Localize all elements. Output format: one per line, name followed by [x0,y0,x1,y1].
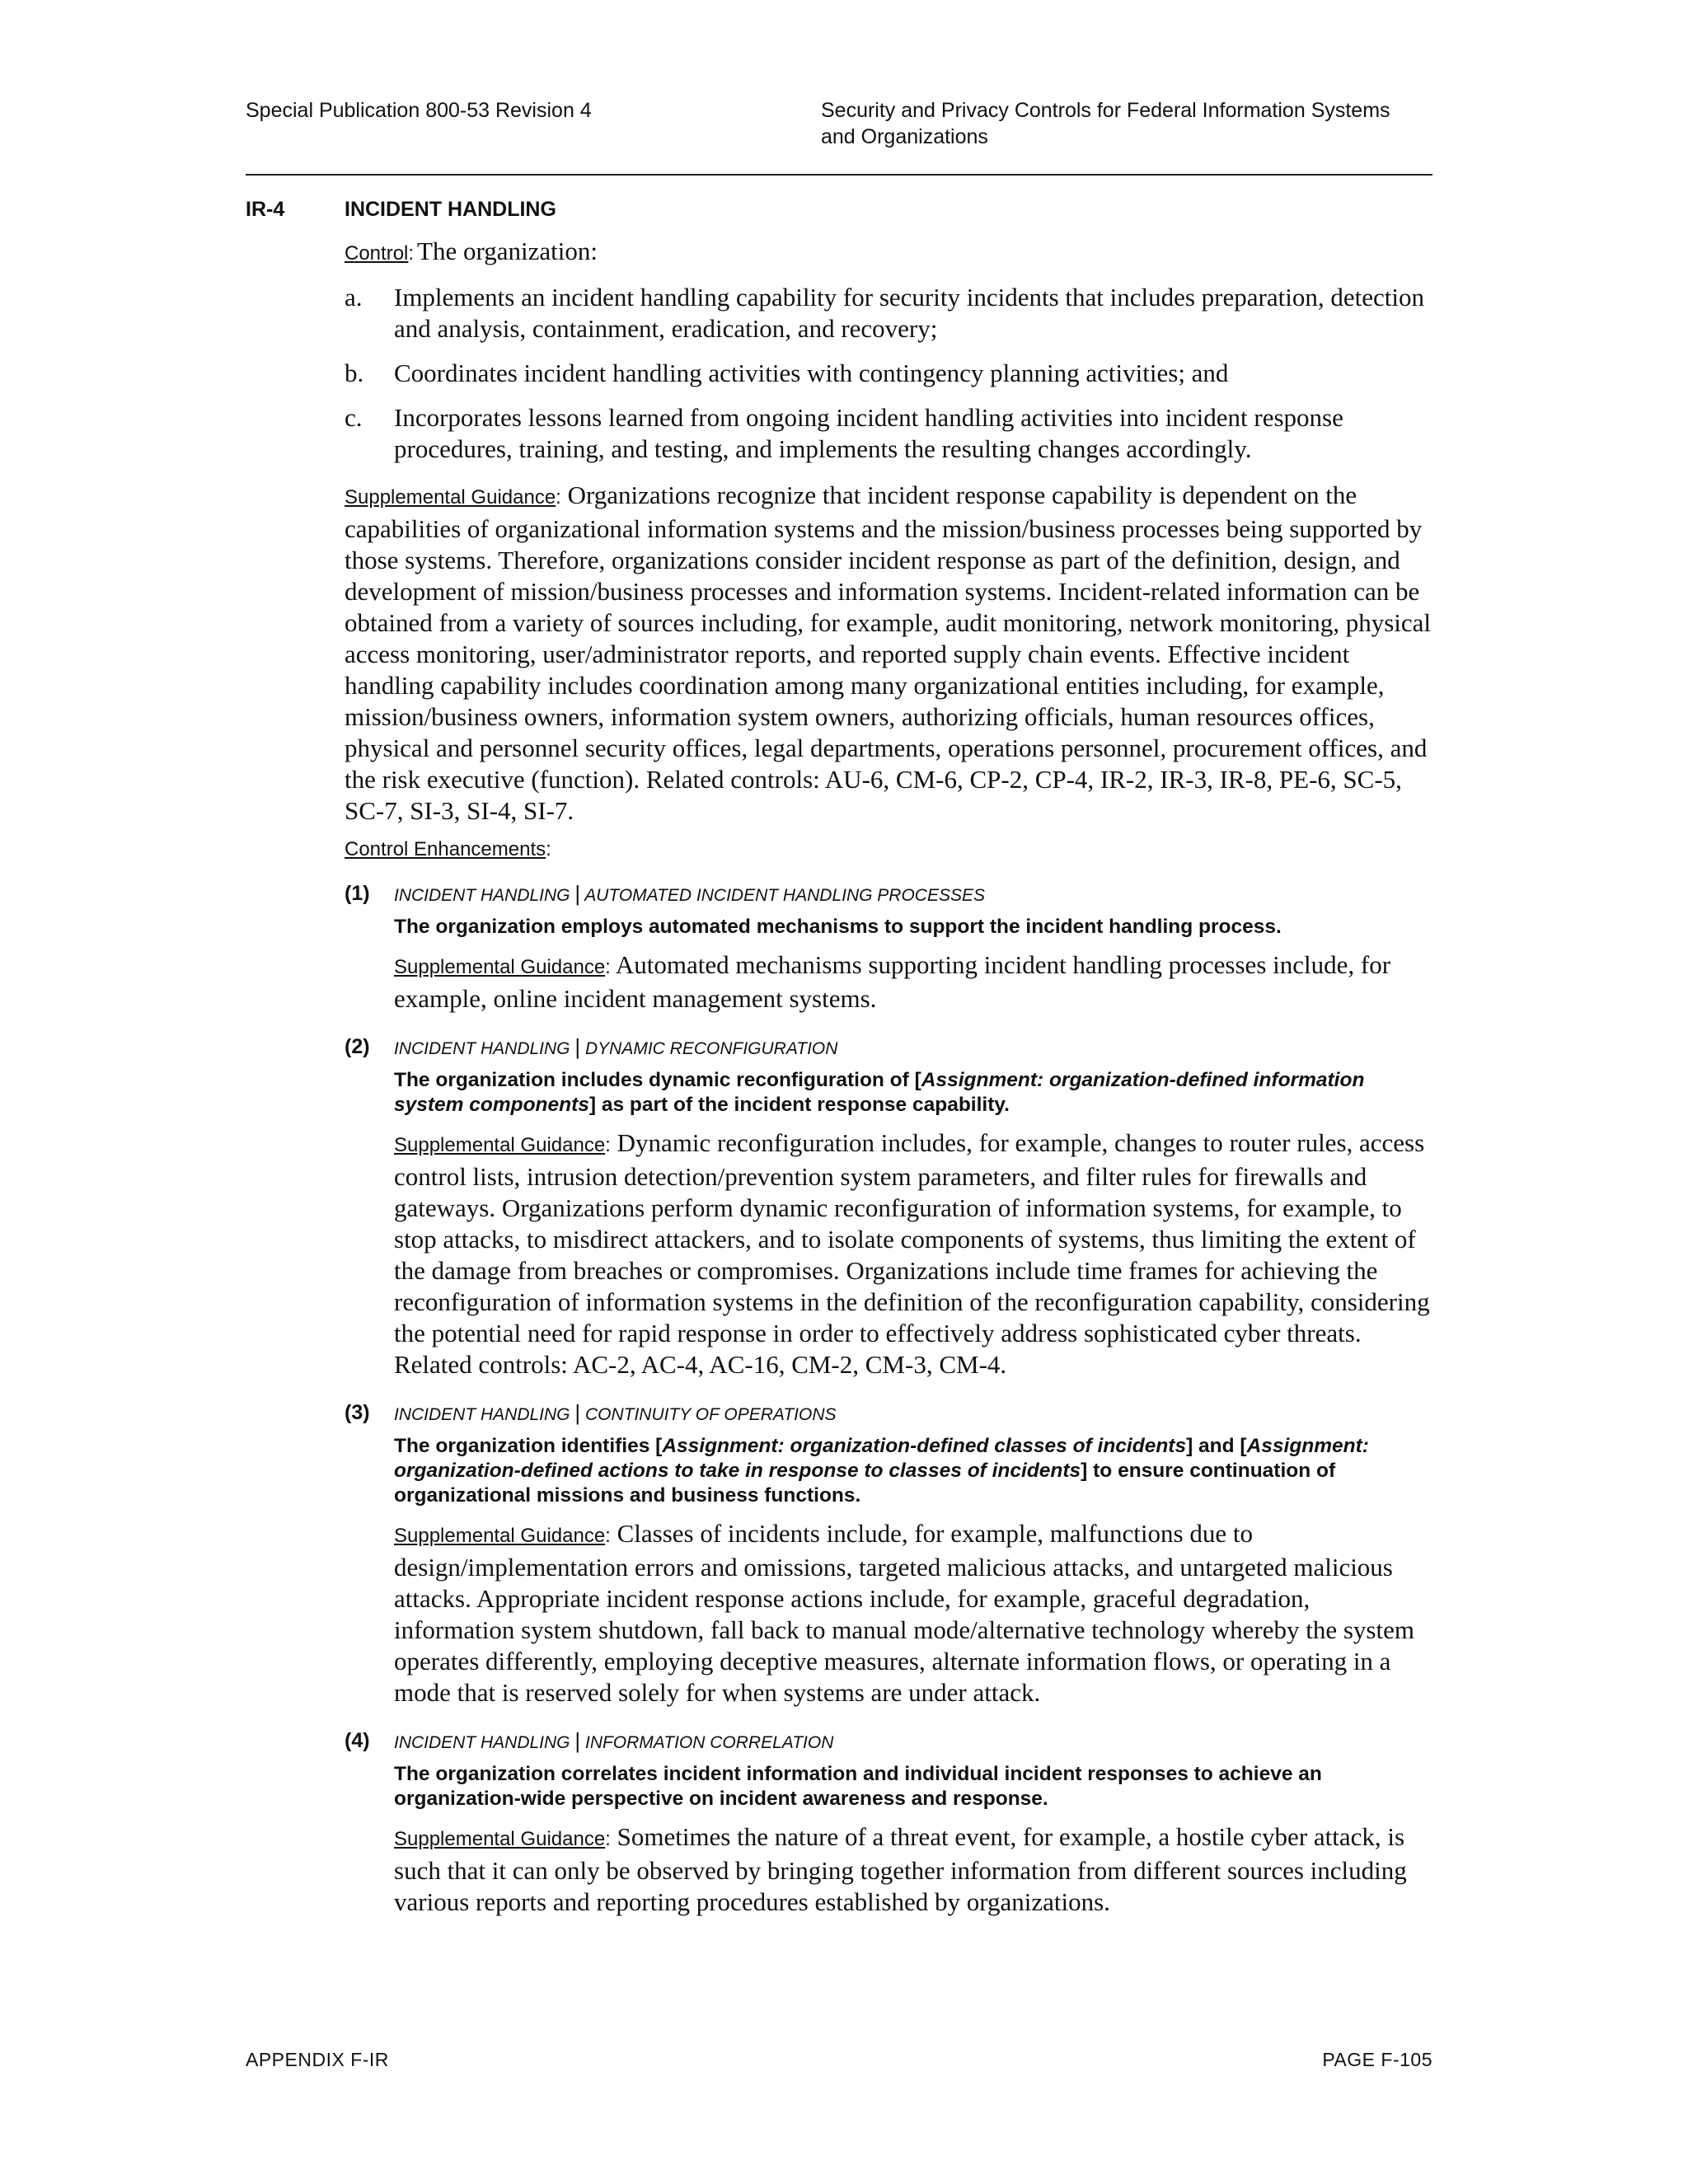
enhancement-guidance: Supplemental Guidance: Classes of incidents include, for example, malfunctions due to design/implementation errors and omissions, targeted malicious attacks, and untargeted malicious attacks. Appropriate incident response actions include, for example, graceful degradation, information system shutdown, fall back to manual mode/alternative technology whereby the system operates differently, employing deceptive measures, alternate information flows, or operating in a mode that is reserved solely for when systems are under attack. [394,1519,1414,1707]
enhancement-number: (4) [345,1729,370,1752]
enhancement-content [394,1727,1434,1918]
item-marker: c. [345,403,363,432]
enhancement-statement: The organization includes dynamic reconfiguration of [Assignment: organization-defined information system components] as part of the incident response capability. [394,1069,1365,1116]
control-body [345,236,1434,1936]
enhancement-title: INCIDENT HANDLING | INFORMATION CORRELATION [394,1728,834,1753]
enhancement-guidance: Supplemental Guidance: Automated mechanisms supporting incident handling processes include, for example, online incident management systems. [394,950,1391,1013]
control-name: INCIDENT HANDLING [345,198,556,221]
footer-page-number: PAGE F-105 [1322,2049,1432,2070]
header-title-line2: and Organizations [821,125,988,148]
item-marker: b. [345,359,364,387]
enhancement-guidance: Supplemental Guidance: Sometimes the nature of a threat event, for example, a hostile cyber attack, is such that it can only be observed by bringing together information from different sources including various reports and reporting procedures established by organizations. [394,1822,1407,1916]
item-marker: a. [345,283,363,312]
enhancements-label: Control Enhancements [345,838,546,860]
enhancement-content [394,1399,1434,1708]
control-intro: The organization: [417,237,598,265]
control-item [345,358,1434,389]
control-label: Control [345,242,409,265]
header-title-line1: Security and Privacy Controls for Federal Information Systems [821,99,1390,122]
enhancement-number: (2) [345,1035,370,1058]
enhancement-title: INCIDENT HANDLING | DYNAMIC RECONFIGURATION [394,1034,838,1059]
item-text: Implements an incident handling capability for security incidents that includes preparation, detection and analysis, containment, eradication, and recovery; [394,283,1424,343]
enhancements-heading: Control Enhancements: [345,838,551,860]
enhancement-2 [345,1033,1434,1380]
enhancement-1 [345,879,1434,1015]
control-items [345,282,1434,465]
control-id: IR-4 [246,198,285,221]
item-text: Coordinates incident handling activities with contingency planning activities; and [394,359,1229,387]
header-publication: Special Publication 800-53 Revision 4 [246,99,592,122]
enhancement-statement: The organization identifies [Assignment: organization-defined classes of incidents] and [Assignment: organization-defined actions to take in response to classes of incidents] to ensure continuation of organizational missions and business functions. [394,1435,1369,1507]
control-statement: Control: The organization: [345,237,598,265]
enhancement-3 [345,1399,1434,1708]
control-item [345,402,1434,465]
enhancement-title: INCIDENT HANDLING | CONTINUITY OF OPERATIONS [394,1400,837,1425]
enhancement-statement: The organization correlates incident information and individual incident responses to achieve an organization-wide perspective on incident awareness and response. [394,1763,1322,1810]
header-divider [246,174,1432,176]
supplemental-guidance: Supplemental Guidance: Organizations recognize that incident response capability is dependent on the capabilities of organizational information systems and the mission/business processes being supported by those systems. Therefore, organizations consider incident response as part of the definition, design, and development of mission/business processes and information systems. Incident-related information can be obtained from a variety of sources including, for example, audit monitoring, network monitoring, physical access monitoring, user/administrator reports, and reported supply chain events. Effective incident handling capability includes coordination among many organizational entities including, for example, mission/business owners, information system owners, authorizing officials, human resources offices, physical and personnel security offices, legal departments, operations personnel, procurement offices, and the risk executive (function). Related controls: AU-6, CM-6, CP-2, CP-4, IR-2, IR-3, IR-8, PE-6, SC-5, SC-7, SI-3, SI-4, SI-7. [345,480,1432,825]
supplemental-label: Supplemental Guidance [345,486,556,509]
enhancement-content [394,879,1434,1015]
enhancement-content [394,1033,1434,1380]
control-item [345,282,1434,344]
supplemental-text: Organizations recognize that incident response capability is dependent on the capabilities of organizational information systems and the mission/business processes being supported by those systems. Therefore, organizations consider incident response as part of the definition, design, and development of mission/business processes and information systems. Incident-related information can be obtained from a variety of sources including, for example, audit monitoring, network monitoring, physical access monitoring, user/administrator reports, and reported supply chain events. Effective incident handling capability includes coordination among many organizational entities including, for example, mission/business owners, information system owners, authorizing officials, human resources offices, physical and personnel security offices, legal departments, operations personnel, procurement offices, and the risk executive (function). Related controls: AU-6, CM-6, CP-2, CP-4, IR-2, IR-3, IR-8, PE-6, SC-5, SC-7, SI-3, SI-4, SI-7. [345,480,1432,825]
enhancement-number: (1) [345,882,370,905]
header-title [821,97,1447,150]
enhancement-guidance: Supplemental Guidance: Dynamic reconfiguration includes, for example, changes to router rules, access control lists, intrusion detection/prevention system parameters, and filter rules for firewalls and gateways. Organizations perform dynamic reconfiguration of information systems, for example, to stop attacks, to misdirect attackers, and to isolate components of systems, thus limiting the extent of the damage from breaches or compromises. Organizations include time frames for achieving the reconfiguration of information systems in the definition of the reconfiguration capability, considering the potential need for rapid response in order to effectively address sophisticated cyber threats. Related controls: AC-2, AC-4, AC-16, CM-2, CM-3, CM-4. [394,1128,1430,1379]
enhancement-4 [345,1727,1434,1918]
enhancement-title: INCIDENT HANDLING | AUTOMATED INCIDENT HANDLING PROCESSES [394,881,985,906]
footer-appendix: APPENDIX F-IR [246,2049,389,2070]
enhancement-number: (3) [345,1401,370,1424]
enhancement-statement: The organization employs automated mechanisms to support the incident handling process. [394,916,1282,938]
item-text: Incorporates lessons learned from ongoing incident handling activities into incident response procedures, training, and testing, and implements the resulting changes accordingly. [394,403,1343,463]
